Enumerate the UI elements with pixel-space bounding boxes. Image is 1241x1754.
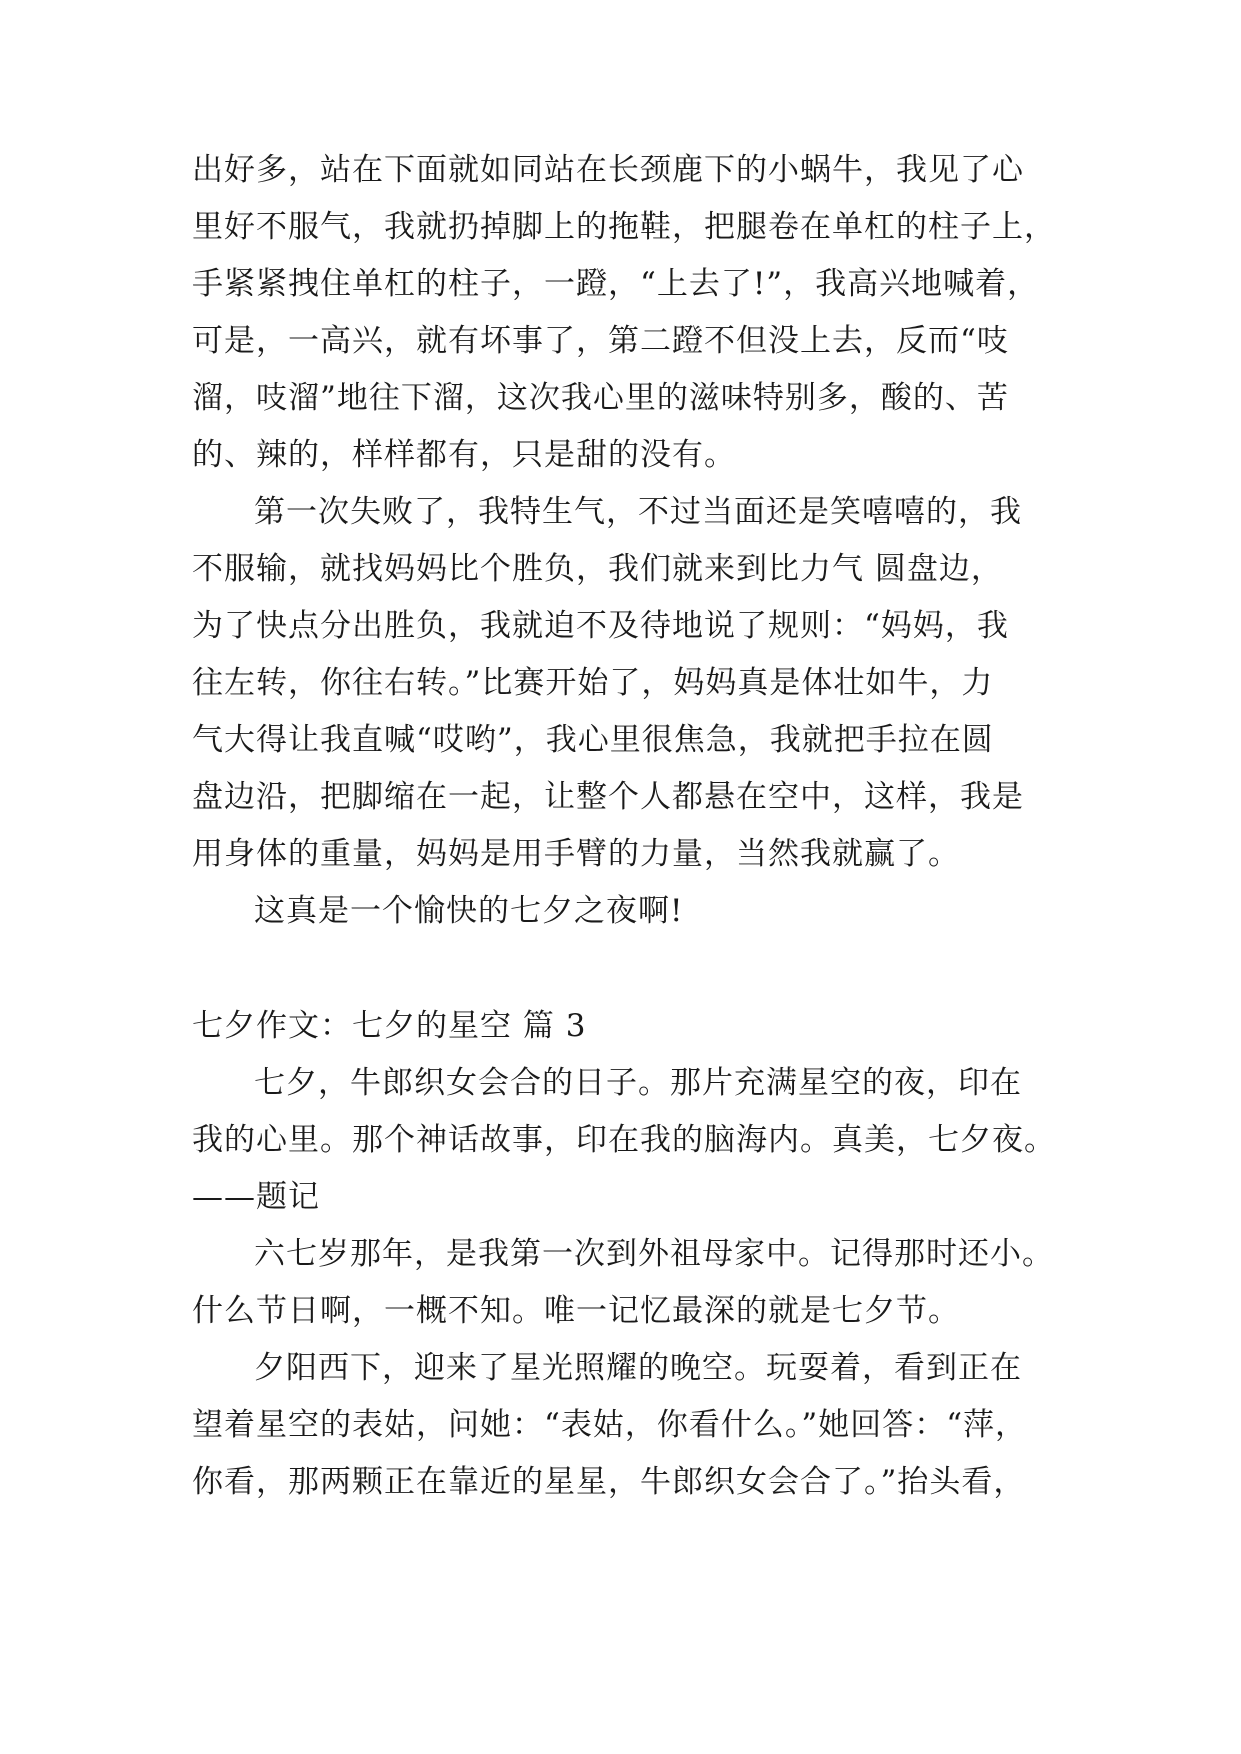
paragraph-line: 盘边沿，把脚缩在一起，让整个人都悬在空中，这样，我是	[192, 779, 1024, 815]
paragraph-line: 溜，吱溜”地往下溜，这次我心里的滋味特别多，酸的、苦	[192, 380, 1009, 416]
section-heading: 七夕作文：七夕的星空 篇 3	[192, 1008, 587, 1044]
paragraph-line: 你看，那两颗正在靠近的星星，牛郎织女会合了。”抬头看，	[192, 1464, 1026, 1500]
paragraph-line: ——题记	[192, 1179, 320, 1215]
paragraph-line: 夕阳西下，迎来了星光照耀的晚空。玩耍着，看到正在	[254, 1350, 1022, 1386]
paragraph-line: 什么节日啊，一概不知。唯一记忆最深的就是七夕节。	[192, 1293, 960, 1329]
paragraph-line: 可是，一高兴，就有坏事了，第二蹬不但没上去，反而“吱	[192, 323, 1009, 359]
paragraph-line: 第一次失败了，我特生气，不过当面还是笑嘻嘻的，我	[254, 494, 1022, 530]
paragraph-line: 手紧紧拽住单杠的柱子，一蹬，“上去了!”，我高兴地喊着，	[192, 266, 1040, 302]
paragraph-line: 里好不服气，我就扔掉脚上的拖鞋，把腿卷在单杠的柱子上，	[192, 209, 1056, 245]
paragraph-line: 七夕，牛郎织女会合的日子。那片充满星空的夜，印在	[254, 1065, 1022, 1101]
paragraph-line: 我的心里。那个神话故事，印在我的脑海内。真美，七夕夜。	[192, 1122, 1056, 1158]
paragraph-line: 不服输，就找妈妈比个胜负，我们就来到比力气 圆盘边，	[192, 551, 1003, 587]
paragraph-line: 这真是一个愉快的七夕之夜啊!	[254, 893, 684, 929]
paragraph-line: 气大得让我直喊“哎哟”，我心里很焦急，我就把手拉在圆	[192, 722, 994, 758]
paragraph-line: 往左转，你往右转。”比赛开始了，妈妈真是体壮如牛，力	[192, 665, 994, 701]
paragraph-line: 为了快点分出胜负，我就迫不及待地说了规则：“妈妈，我	[192, 608, 1009, 644]
paragraph-line: 六七岁那年，是我第一次到外祖母家中。记得那时还小。	[254, 1236, 1054, 1272]
paragraph-line: 出好多，站在下面就如同站在长颈鹿下的小蜗牛，我见了心	[192, 152, 1024, 188]
paragraph-line: 的、辣的，样样都有，只是甜的没有。	[192, 437, 736, 473]
paragraph-line: 望着星空的表姑，问她：“表姑，你看什么。”她回答：“萍，	[192, 1407, 1028, 1443]
paragraph-line: 用身体的重量，妈妈是用手臂的力量，当然我就赢了。	[192, 836, 960, 872]
